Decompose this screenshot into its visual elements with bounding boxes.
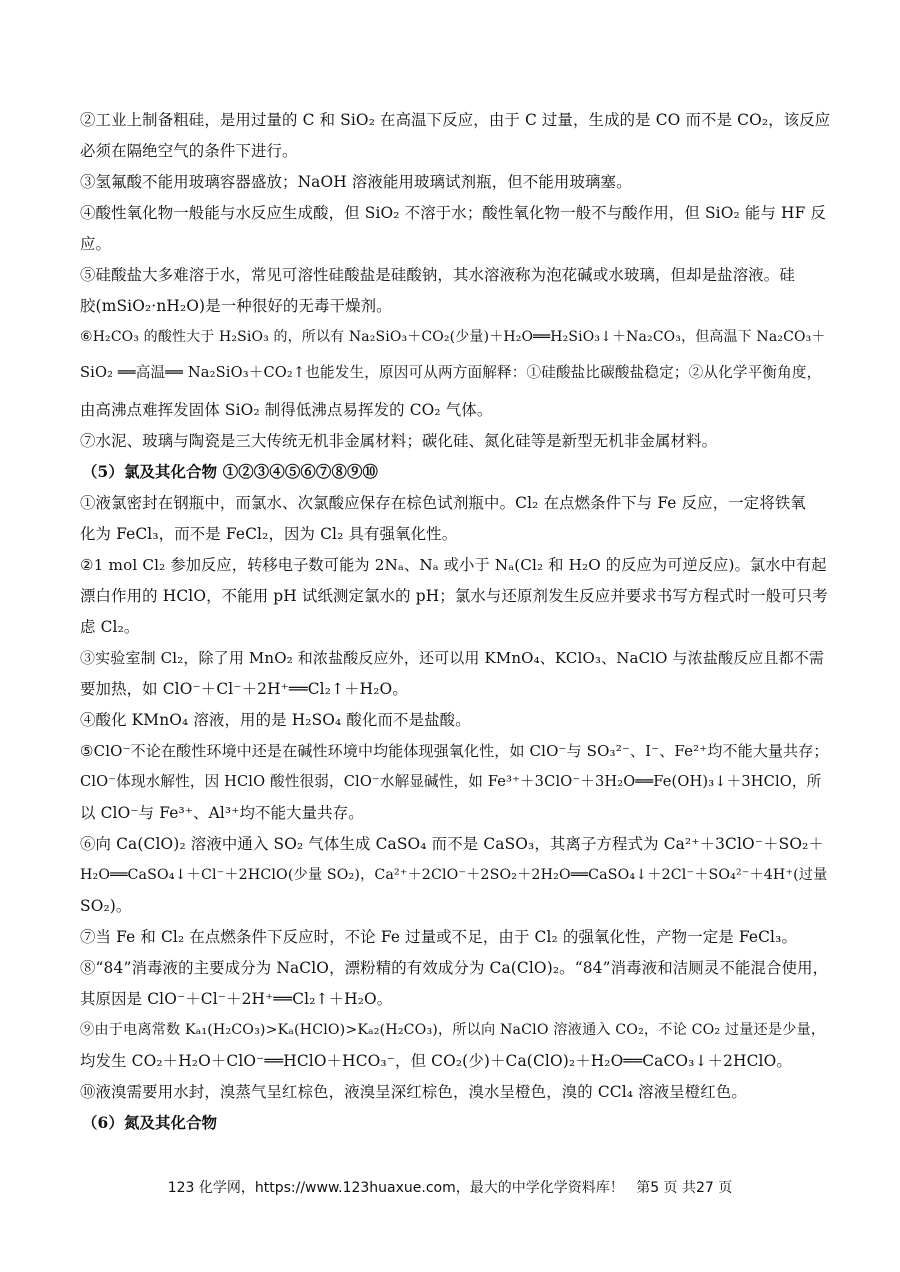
text-line: ⑥H₂CO₃ 的酸性大于 H₂SiO₃ 的，所以有 Na₂SiO₃＋CO₂(少量)＋H₂O══H₂SiO₃↓＋Na₂CO₃，但高温下 Na₂CO₃＋ bbox=[80, 329, 826, 345]
text-line: 虑 Cl₂。 bbox=[80, 618, 140, 636]
text-line: ⑤硅酸盐大多难溶于水，常见可溶性硅酸盐是硅酸钠，其水溶液称为泡花碱或水玻璃，但却是盐溶液。硅 bbox=[80, 266, 795, 284]
text-line: 漂白作用的 HClO，不能用 pH 试纸测定氯水的 pH；氯水与还原剂发生反应并要求书写方程式时一般可只考 bbox=[80, 587, 828, 605]
section-heading: （5）氯及其化合物 ①②③④⑤⑥⑦⑧⑨⑩ bbox=[82, 463, 379, 481]
text-line: 由高沸点难挥发固体 SiO₂ 制得低沸点易挥发的 CO₂ 气体。 bbox=[80, 401, 493, 419]
text-line: ⑤ClO⁻不论在酸性环境中还是在碱性环境中均能体现强氧化性，如 ClO⁻与 SO₃²⁻、I⁻、Fe²⁺均不能大量共存； bbox=[80, 742, 829, 760]
text-line: SiO₂ ══高温══ Na₂SiO₃＋CO₂↑也能发生，原因可从两方面解释：①硅酸盐比碳酸盐稳定；②从化学平衡角度， bbox=[80, 364, 822, 381]
text-line: ②工业上制备粗硅，是用过量的 C 和 SiO₂ 在高温下反应，由于 C 过量，生成的是 CO 而不是 CO₂，该反应 bbox=[80, 111, 831, 129]
text-line: ClO⁻体现水解性，因 HClO 酸性很弱，ClO⁻水解显碱性，如 Fe³⁺＋3ClO⁻＋3H₂O══Fe(OH)₃↓＋3HClO，所 bbox=[80, 773, 822, 790]
text-line: 以 ClO⁻与 Fe³⁺、Al³⁺均不能大量共存。 bbox=[80, 804, 364, 822]
text-line: ①液氯密封在钢瓶中，而氯水、次氯酸应保存在棕色试剂瓶中。Cl₂ 在点燃条件下与 Fe 反应，一定将铁氧 bbox=[80, 494, 806, 512]
text-line: SO₂)。 bbox=[80, 897, 132, 915]
text-line: 化为 FeCl₃，而不是 FeCl₂，因为 Cl₂ 具有强氧化性。 bbox=[80, 525, 458, 543]
text-line: ③氢氟酸不能用玻璃容器盛放；NaOH 溶液能用玻璃试剂瓶，但不能用玻璃塞。 bbox=[80, 173, 632, 191]
text-line: ③实验室制 Cl₂，除了用 MnO₂ 和浓盐酸反应外，还可以用 KMnO₄、KClO₃、NaClO 与浓盐酸反应且都不需 bbox=[80, 649, 825, 667]
text-line: ⑩液溴需要用水封，溴蒸气呈红棕色，液溴呈深红棕色，溴水呈橙色，溴的 CCl₄ 溶液呈橙红色。 bbox=[80, 1083, 747, 1101]
text-line: H₂O══CaSO₄↓＋Cl⁻＋2HClO(少量 SO₂)，Ca²⁺＋2ClO⁻＋2SO₂＋2H₂O══CaSO₄↓＋2Cl⁻＋SO₄²⁻＋4H⁺(过量 bbox=[80, 867, 828, 883]
text-line: 其原因是 ClO⁻＋Cl⁻＋2H⁺══Cl₂↑＋H₂O。 bbox=[80, 990, 393, 1008]
text-line: ⑦水泥、玻璃与陶瓷是三大传统无机非金属材料；碳化硅、氮化硅等是新型无机非金属材料。 bbox=[80, 432, 718, 450]
text-line: 胶(mSiO₂·nH₂O)是一种很好的无毒干燥剂。 bbox=[80, 297, 392, 315]
text-line: ④酸性氧化物一般能与水反应生成酸，但 SiO₂ 不溶于水；酸性氧化物一般不与酸作用，但 SiO₂ 能与 HF 反 bbox=[80, 204, 826, 222]
text-line: 均发生 CO₂＋H₂O＋ClO⁻══HClO＋HCO₃⁻，但 CO₂(少)＋Ca(ClO)₂＋H₂O══CaCO₃↓＋2HClO。 bbox=[80, 1052, 792, 1070]
text-line: ②1 mol Cl₂ 参加反应，转移电子数可能为 2Nₐ、Nₐ 或小于 Nₐ(Cl₂ 和 H₂O 的反应为可逆反应)。氯水中有起 bbox=[80, 556, 827, 574]
text-line: 要加热，如 ClO⁻＋Cl⁻＋2H⁺══Cl₂↑＋H₂O。 bbox=[80, 680, 408, 698]
text-line: ⑦当 Fe 和 Cl₂ 在点燃条件下反应时，不论 Fe 过量或不足，由于 Cl₂ 的强氧化性，产物一定是 FeCl₃。 bbox=[80, 928, 797, 946]
text-line: 应。 bbox=[80, 235, 112, 253]
footer-page-number: 第5 页 共27 页 bbox=[636, 1180, 733, 1196]
text-line: ⑨由于电离常数 Kₐ₁(H₂CO₃)>Kₐ(HClO)>Kₐ₂(H₂CO₃)，所以向 NaClO 溶液通入 CO₂，不论 CO₂ 过量还是少量， bbox=[80, 1022, 826, 1038]
page-footer bbox=[0, 1177, 900, 1197]
text-line: ⑧“84”消毒液的主要成分为 NaClO，漂粉精的有效成分为 Ca(ClO)₂。“84”消毒液和洁厕灵不能混合使用， bbox=[80, 959, 829, 977]
footer-site-text: 123 化学网，https://www.123huaxue.com，最大的中学化学资料库！ bbox=[167, 1180, 624, 1196]
text-line: ⑥向 Ca(ClO)₂ 溶液中通入 SO₂ 气体生成 CaSO₄ 而不是 CaSO₃，其离子方程式为 Ca²⁺＋3ClO⁻＋SO₂＋ bbox=[80, 835, 824, 853]
text-line: ④酸化 KMnO₄ 溶液，用的是 H₂SO₄ 酸化而不是盐酸。 bbox=[80, 711, 471, 729]
section-heading: （6）氮及其化合物 bbox=[82, 1114, 218, 1132]
text-line: 必须在隔绝空气的条件下进行。 bbox=[80, 142, 298, 160]
